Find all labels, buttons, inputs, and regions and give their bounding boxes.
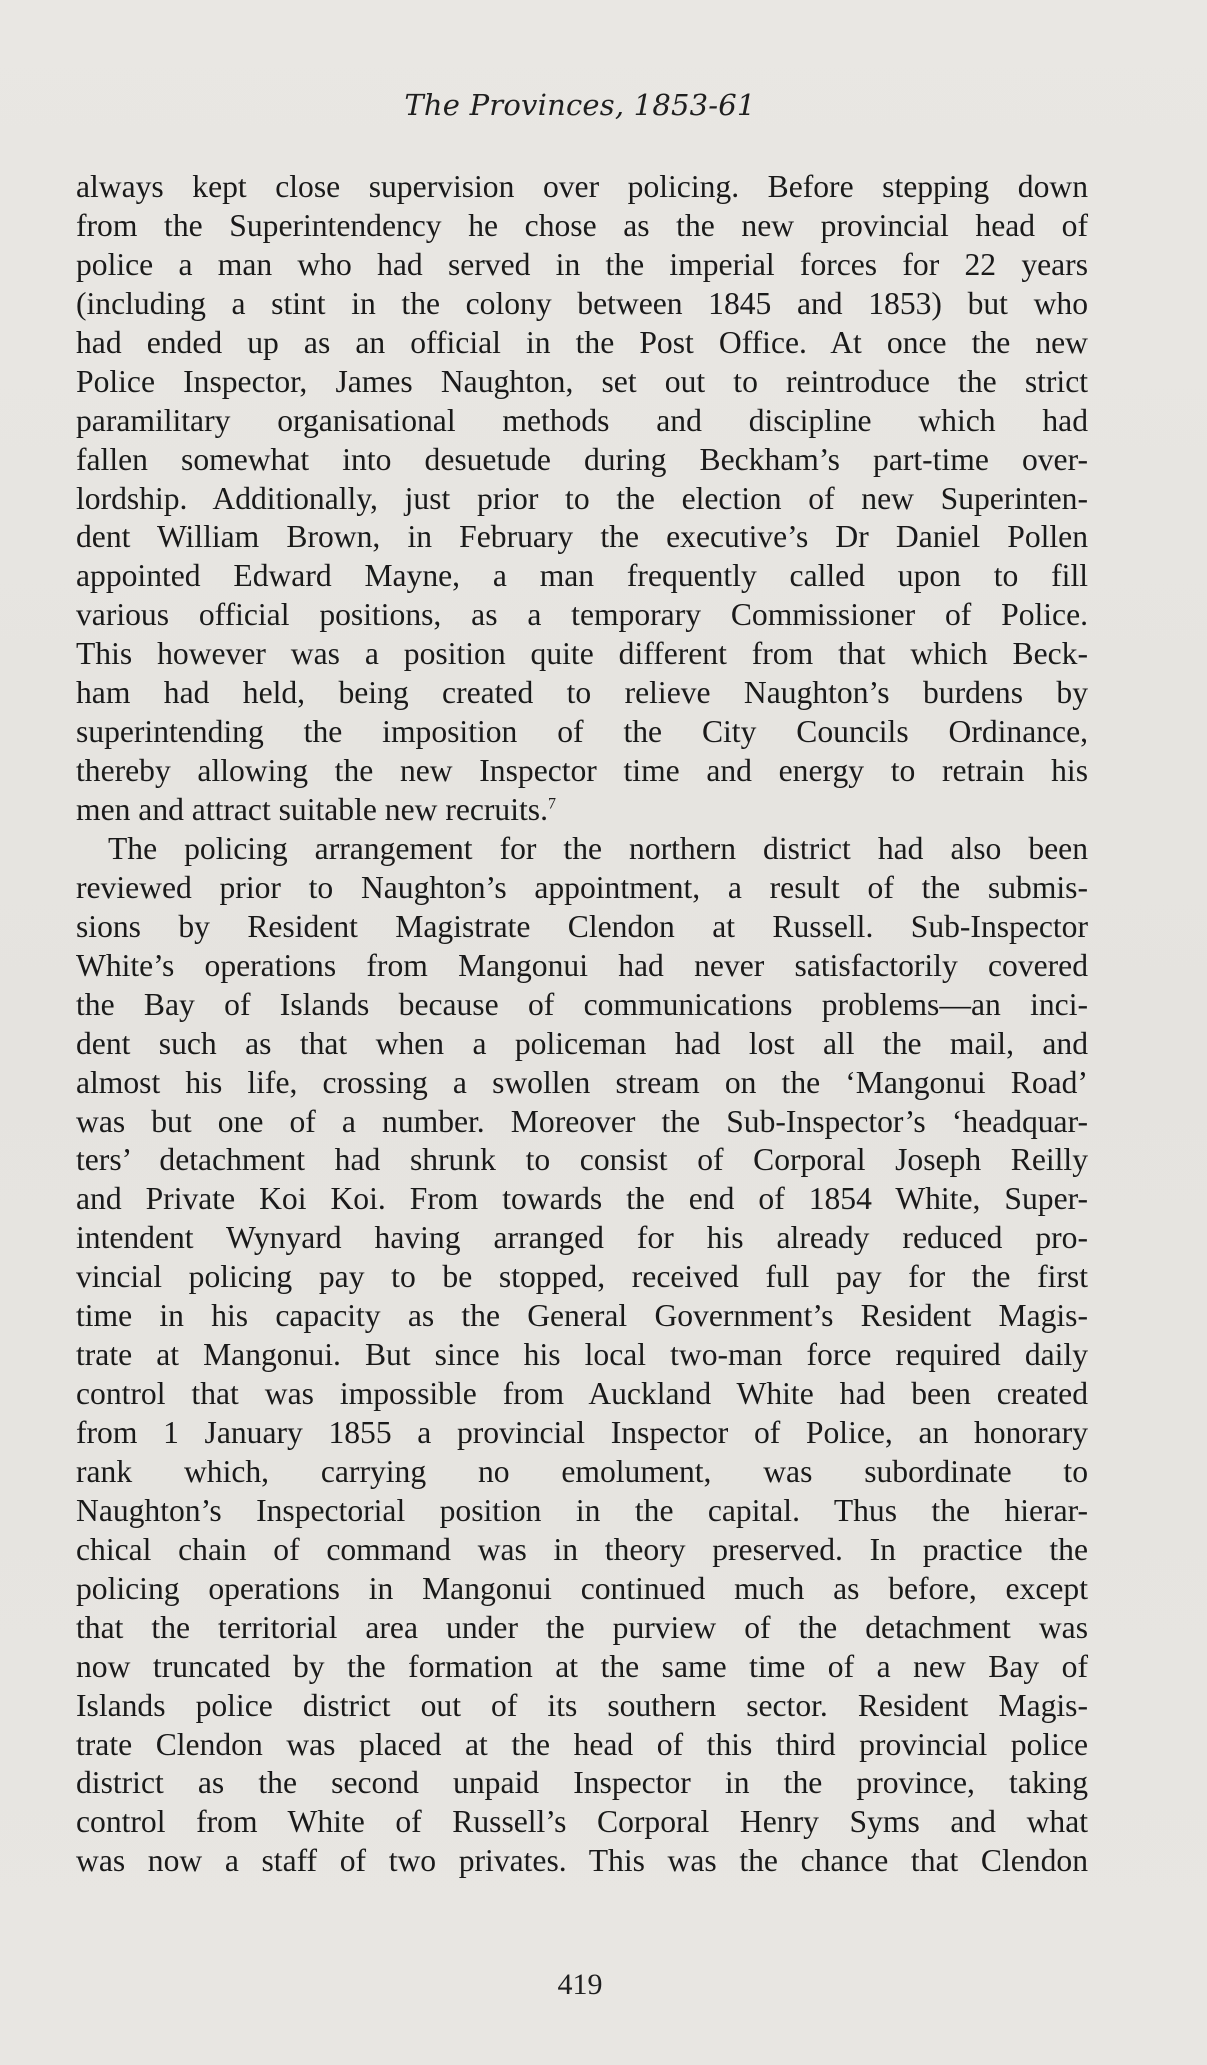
text-line-last	[76, 791, 1088, 830]
text-line: time in his capacity as the General Government’s Resident Magis-	[76, 1298, 1088, 1334]
text-line: trate at Mangonui. But since his local two-man force required daily	[76, 1337, 1088, 1373]
text-line: almost his life, crossing a swollen stream on the ‘Mangonui Road’	[76, 1064, 1088, 1100]
text-line: Islands police district out of its southern sector. Resident Magis-	[76, 1687, 1088, 1723]
body-text	[76, 168, 1088, 1881]
text-line: superintending the imposition of the City Councils Ordinance,	[76, 714, 1088, 750]
text-line: dent such as that when a policeman had lost all the mail, and	[76, 1025, 1088, 1061]
text-line: fallen somewhat into desuetude during Beckham’s part-time over-	[76, 441, 1088, 477]
text-line: various official positions, as a temporary Commissioner of Police.	[76, 597, 1088, 633]
text-line: policing operations in Mangonui continued much as before, except	[76, 1570, 1088, 1606]
text-line: was but one of a number. Moreover the Sub-Inspector’s ‘headquar-	[76, 1103, 1088, 1139]
text-line: control from White of Russell’s Corporal Henry Syms and what	[76, 1804, 1088, 1840]
page-number: 419	[557, 1968, 603, 2001]
text-line: district as the second unpaid Inspector in the province, taking	[76, 1765, 1088, 1801]
text-line: the Bay of Islands because of communications problems—an inci-	[76, 986, 1088, 1022]
text-line: Police Inspector, James Naughton, set out to reintroduce the strict	[76, 363, 1088, 399]
text-line: chical chain of command was in theory preserved. In practice the	[76, 1531, 1088, 1567]
paragraph-1	[76, 168, 1088, 830]
text-line: always kept close supervision over policing. Before stepping down	[76, 169, 1088, 204]
text-line: appointed Edward Mayne, a man frequently called upon to fill	[76, 558, 1088, 594]
paragraph-2	[76, 830, 1088, 1881]
footnote-ref[interactable]: 7	[547, 795, 556, 813]
text-line: trate Clendon was placed at the head of this third provincial police	[76, 1726, 1088, 1762]
text-line: (including a stint in the colony between 1845 and 1853) but who	[76, 285, 1088, 321]
text-line: reviewed prior to Naughton’s appointment, a result of the submis-	[76, 869, 1088, 905]
text-line: was now a staff of two privates. This was the chance that Clendon	[76, 1843, 1088, 1879]
text-line: Naughton’s Inspectorial position in the capital. Thus the hierar-	[76, 1492, 1088, 1528]
text-line: and Private Koi Koi. From towards the end of 1854 White, Super-	[76, 1181, 1088, 1217]
text-line: ham had held, being created to relieve Naughton’s burdens by	[76, 675, 1088, 711]
text-line: from the Superintendency he chose as the new provincial head of	[76, 207, 1088, 243]
text-line: police a man who had served in the imperial forces for 22 years	[76, 246, 1088, 282]
text-line: from 1 January 1855 a provincial Inspector of Police, an honorary	[76, 1415, 1088, 1450]
text-line: lordship. Additionally, just prior to the election of new Superinten-	[76, 480, 1088, 516]
text-line: that the territorial area under the purview of the detachment was	[76, 1609, 1088, 1645]
text-line: had ended up as an official in the Post Office. At once the new	[76, 324, 1088, 360]
text-line: rank which, carrying no emolument, was subordinate to	[76, 1453, 1088, 1489]
text-line: vincial policing pay to be stopped, received full pay for the first	[76, 1259, 1088, 1295]
running-title: The Provinces, 1853-61	[404, 88, 756, 122]
text-line: thereby allowing the new Inspector time and energy to retrain his	[76, 753, 1088, 789]
text-line: sions by Resident Magistrate Clendon at Russell. Sub-Inspector	[76, 908, 1088, 944]
text-line: men and attract suitable new recruits.	[76, 792, 548, 827]
text-line: control that was impossible from Auckland White had been created	[76, 1376, 1088, 1412]
text-line: paramilitary organisational methods and discipline which had	[76, 402, 1088, 438]
text-line: now truncated by the formation at the same time of a new Bay of	[76, 1648, 1088, 1684]
text-line: intendent Wynyard having arranged for his already reduced pro-	[76, 1220, 1088, 1256]
text-line: This however was a position quite different from that which Beck-	[76, 636, 1088, 672]
text-line: The policing arrangement for the northern district had also been	[108, 830, 1088, 866]
text-line: dent William Brown, in February the executive’s Dr Daniel Pollen	[76, 519, 1088, 555]
text-line: White’s operations from Mangonui had never satisfactorily covered	[76, 947, 1088, 983]
text-line: ters’ detachment had shrunk to consist of Corporal Joseph Reilly	[76, 1142, 1088, 1178]
